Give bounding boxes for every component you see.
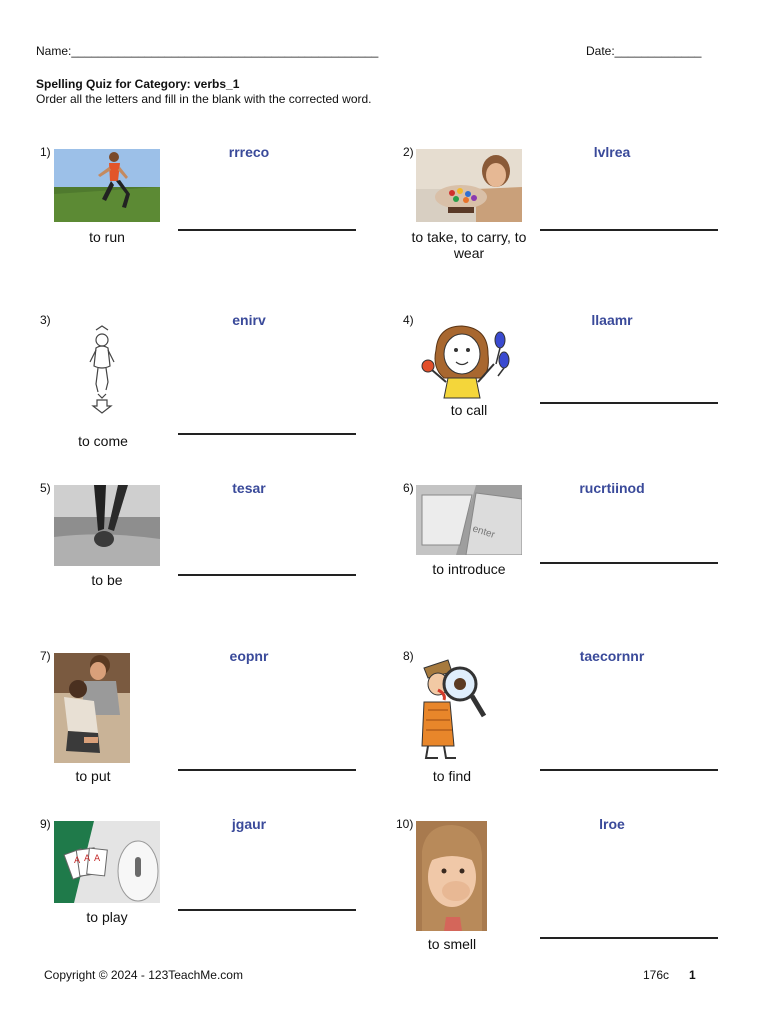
answer-blank[interactable] (540, 937, 718, 939)
svg-text:A: A (74, 856, 81, 866)
scrambled-word: rrreco (228, 144, 270, 160)
clue-text: to come (78, 433, 128, 449)
answer-blank[interactable] (540, 402, 718, 404)
answer-blank[interactable] (178, 229, 356, 231)
page-number: 1 (689, 968, 696, 982)
quiz-title: Spelling Quiz for Category: verbs_1 (36, 77, 240, 91)
walking-figure-drawing (80, 322, 124, 414)
item-number: 1) (40, 145, 51, 159)
detective-magnifier-drawing (414, 654, 490, 762)
name-field-label: Name:______________________________________________ (36, 44, 379, 58)
worksheet-code: 176c (643, 968, 670, 982)
scrambled-word: lroe (599, 816, 625, 832)
copyright-text: Copyright © 2024 - 123TeachMe.com (44, 968, 243, 982)
answer-blank[interactable] (178, 769, 356, 771)
date-field-label: Date:_____________ (586, 44, 702, 58)
svg-text:A: A (84, 854, 91, 864)
clue-text: to introduce (432, 561, 506, 577)
item-number: 9) (40, 817, 51, 831)
svg-text:enter: enter (471, 523, 497, 541)
answer-blank[interactable] (540, 769, 718, 771)
answer-blank[interactable] (540, 562, 718, 564)
cards-and-mouse-photo (54, 821, 160, 903)
clue-text: to call (450, 402, 488, 418)
item-number: 3) (40, 313, 51, 327)
child-with-candy-photo (416, 149, 522, 222)
item-number: 2) (403, 145, 414, 159)
answer-blank[interactable] (178, 574, 356, 576)
enter-key-photo (416, 485, 522, 555)
children-playing-photo (54, 653, 130, 763)
item-number: 4) (403, 313, 414, 327)
scrambled-word: jgaur (231, 816, 267, 832)
scrambled-word: lvlrea (593, 144, 631, 160)
scrambled-word: tesar (232, 480, 266, 496)
scrambled-word: llaamr (591, 312, 633, 328)
answer-blank[interactable] (540, 229, 718, 231)
scrambled-word: rucrtiinod (579, 480, 645, 496)
item-number: 7) (40, 649, 51, 663)
clue-text: to smell (427, 936, 477, 952)
quiz-instructions: Order all the letters and fill in the blank with the corrected word. (36, 92, 372, 106)
scrambled-word: enirv (232, 312, 266, 328)
clue-text: to find (432, 768, 472, 784)
answer-blank[interactable] (178, 433, 356, 435)
clue-text: to be (91, 572, 123, 588)
girl-smelling-photo (416, 821, 487, 931)
item-number: 8) (403, 649, 414, 663)
girl-with-maracas-drawing (418, 320, 518, 400)
svg-text:A: A (94, 854, 101, 864)
clue-text: to run (89, 229, 125, 245)
runner-photo (54, 149, 160, 222)
item-number: 10) (396, 817, 414, 831)
answer-blank[interactable] (178, 909, 356, 911)
clue-text: to take, to carry, to wear (411, 229, 527, 261)
clue-text: to play (86, 909, 128, 925)
clue-text: to put (75, 768, 111, 784)
item-number: 6) (403, 481, 414, 495)
scrambled-word: taecornnr (579, 648, 645, 664)
scrambled-word: eopnr (229, 648, 269, 664)
item-number: 5) (40, 481, 51, 495)
holding-hands-photo (54, 485, 160, 566)
